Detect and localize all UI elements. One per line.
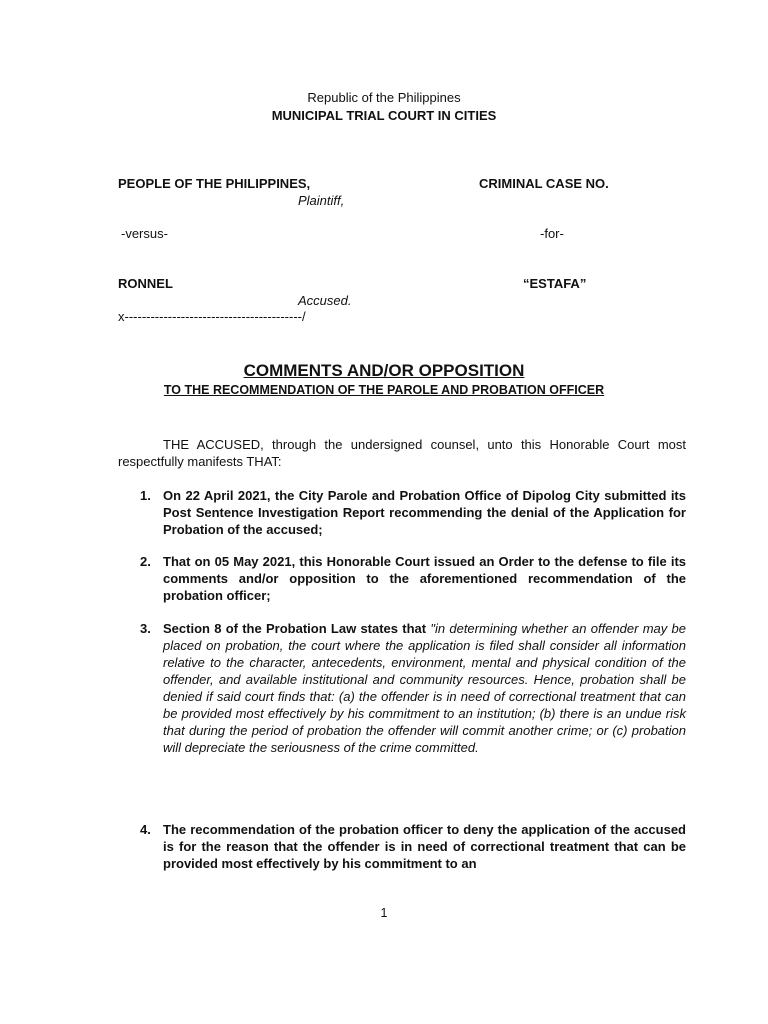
item-2-number: 2. [140,554,151,569]
intro-paragraph: THE ACCUSED, through the undersigned counsel, unto this Honorable Court most respectfully manifests THAT: [118,437,686,469]
court-heading: MUNICIPAL TRIAL COURT IN CITIES [271,108,497,123]
document-subtitle: TO THE RECOMMENDATION OF THE PAROLE AND PROBATION OFFICER [163,383,605,397]
document-title: COMMENTS AND/OR OPPOSITION [243,361,525,380]
versus-label: -versus- [121,226,168,241]
item-1-text: On 22 April 2021, the City Parole and Probation Office of Dipolog City submitted its Post Sentence Investigation Report recommending the denial of the Application for Probation of the accused; [163,488,686,537]
item-4-text: The recommendation of the probation officer to deny the application of the accused is for the reason that the offender is in need of correctional treatment that can be provided most effectively by his commitment to an [163,822,686,871]
for-label: -for- [540,226,564,241]
item-1-number: 1. [140,488,151,503]
republic-heading: Republic of the Philippines [307,90,461,105]
case-number-label: CRIMINAL CASE NO. [479,176,609,191]
item-3-lead: Section 8 of the Probation Law states that [163,621,431,636]
plaintiff-role: Plaintiff, [298,193,345,208]
item-3-number: 3. [140,621,151,636]
caption-divider: x-----------------------------------------/ [118,309,306,324]
page-number: 1 [380,906,388,920]
accused-role: Accused. [298,293,352,308]
offense-label: “ESTAFA” [523,276,587,291]
item-3-quote: "in determining whether an offender may be placed on probation, the court where the application is filed shall consider all information relative to the character, antecedents, environment, mental and physical condition of the offender, and available institutional and community resources. Hence, probation shall be denied if said court finds that: (a) the offender is in need of correctional treatment that can be provided most effectively by his commitment to an institution; (b) there is an undue risk that during the period of probation the offender will commit another crime; or (c) probation will depreciate the seriousness of the crime committed. [163,621,687,755]
accused-name: RONNEL [118,276,173,291]
plaintiff-name: PEOPLE OF THE PHILIPPINES, [118,176,311,191]
item-3-text [163,620,686,756]
item-2-text: That on 05 May 2021, this Honorable Court issued an Order to the defense to file its comments and/or opposition to the aforementioned recommendation of the probation officer; [163,554,686,603]
item-4-number: 4. [140,822,151,837]
